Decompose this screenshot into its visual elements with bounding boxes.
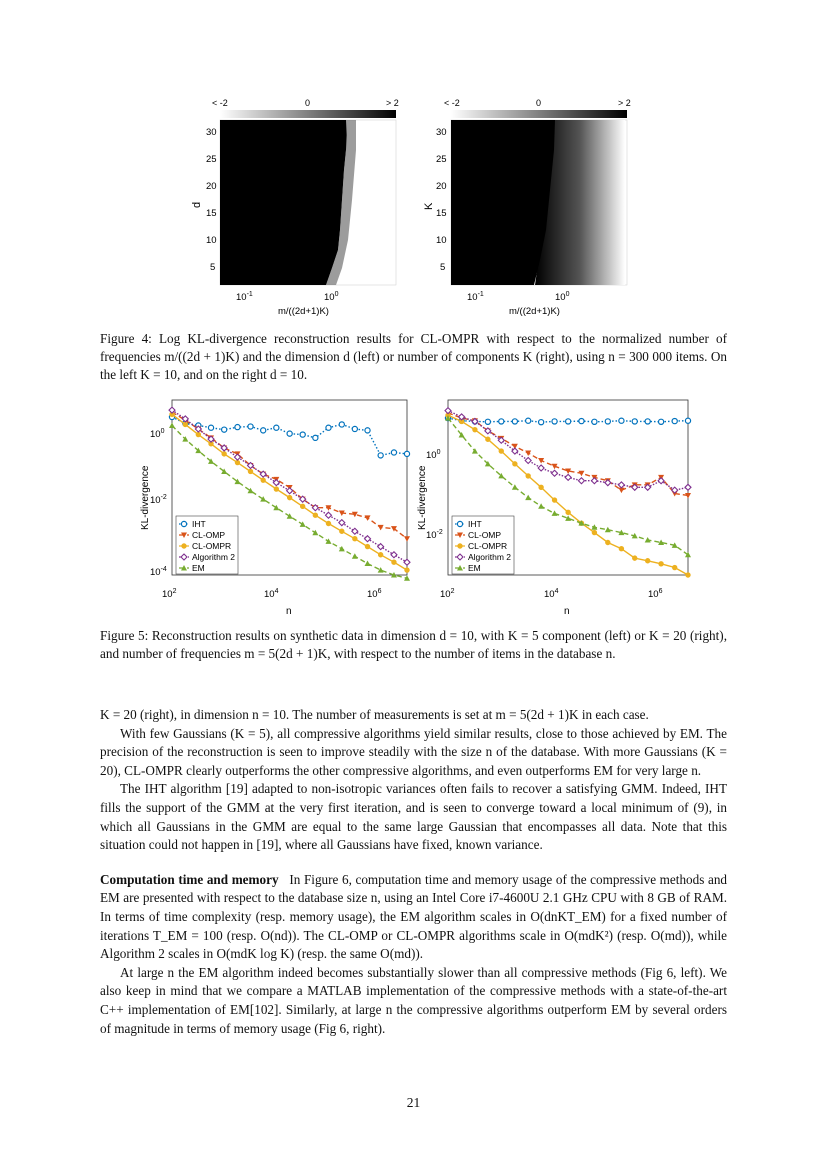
legend-left xyxy=(176,516,238,574)
point-cl-ompr xyxy=(672,565,676,569)
paragraph-4 xyxy=(100,871,727,964)
point-cl-ompr xyxy=(552,498,556,502)
point-cl-ompr xyxy=(486,437,490,441)
legend-marker-cl-ompr xyxy=(458,544,462,548)
ytick-left-3: 15 xyxy=(206,208,217,219)
legend-right xyxy=(452,516,514,574)
xtick-right-1: $10^0$ xyxy=(555,291,570,303)
xtick-plot-left-0: $10^2$ xyxy=(162,588,177,600)
ytick-left-2: 20 xyxy=(206,181,217,192)
point-cl-ompr xyxy=(686,573,690,577)
point-cl-ompr xyxy=(183,422,187,426)
point-iht xyxy=(632,419,637,424)
legend-marker-iht xyxy=(181,521,186,526)
point-cl-ompr xyxy=(274,487,278,491)
point-iht xyxy=(552,419,557,424)
point-iht xyxy=(512,419,517,424)
figure-4-caption: Figure 4: Log KL-divergence reconstruction results for CL-OMPR with respect to the normalized number of frequencies m/((2d + 1)K) and the dimension d (left) or number of components K (right), using n = 300 000 items. On the left K = 10, and on the right d = 10. xyxy=(100,331,727,382)
point-cl-ompr xyxy=(261,478,265,482)
point-iht xyxy=(326,425,331,430)
body-text xyxy=(100,706,727,1038)
axis-ylabel-right: K xyxy=(423,202,435,210)
point-cl-ompr xyxy=(606,540,610,544)
legend-label-algorithm-2: Algorithm 2 xyxy=(468,552,511,562)
legend-label-cl-ompr: CL-OMPR xyxy=(192,541,232,551)
point-iht xyxy=(645,419,650,424)
colorbar-tick-right-low: < -2 xyxy=(444,98,460,108)
point-cl-ompr xyxy=(365,544,369,548)
paragraph-4-text: In Figure 6, computation time and memory usage of the compressive methods and EM are presented with respect to the database size n, using an Intel Core i7-4600U 2.1 GHz CPU with 8 GB of RAM. In terms of time complexity (resp. memory usage), the EM algorithm scales in O(dnKT_EM) for a fixed number of iterations T_EM = 100 (resp. O(nd)). The CL-OMP or CL-OMPR algorithms scale in O(mdK²) (resp. O(md)), while Algorithm 2 scales in O(mdK log K) (resp. the same O(md)). xyxy=(100,871,728,962)
point-cl-ompr xyxy=(248,469,252,473)
legend-label-iht: IHT xyxy=(192,519,206,529)
xtick-plot-left-1: $10^4$ xyxy=(264,588,279,600)
point-iht xyxy=(485,419,490,424)
legend-marker-iht xyxy=(457,521,462,526)
point-iht xyxy=(619,418,624,423)
point-iht xyxy=(605,419,610,424)
point-cl-ompr xyxy=(353,537,357,541)
legend-label-cl-omp: CL-OMP xyxy=(468,530,502,540)
point-iht xyxy=(391,450,396,455)
legend-label-algorithm-2: Algorithm 2 xyxy=(192,552,235,562)
point-iht xyxy=(339,422,344,427)
ytick-right-2: 20 xyxy=(436,181,447,192)
point-cl-ompr xyxy=(222,452,226,456)
point-cl-ompr xyxy=(592,530,596,534)
point-cl-ompr xyxy=(326,521,330,525)
point-cl-ompr xyxy=(499,449,503,453)
point-cl-ompr xyxy=(378,553,382,557)
figure-5-caption: Figure 5: Reconstruction results on synthetic data in dimension d = 10, with K = 5 component (left) or K = 20 (right), and number of frequencies m = 5(2d + 1)K, with respect to the number of items in the database n. xyxy=(100,628,727,661)
heatmap-left xyxy=(191,98,399,317)
point-iht xyxy=(526,418,531,423)
point-iht xyxy=(365,428,370,433)
point-cl-ompr xyxy=(526,474,530,478)
paragraph-5: At large n the EM algorithm indeed becomes substantially slower than all compressive methods (Fig 6, left). We also keep in mind that we compare a MATLAB implementation of the compressive methods with a state-of-the-art C++ implementation of EM[102]. Similarly, at large n the compressive algorithms outperform EM by several orders of magnitude in terms of memory usage (Fig 6, right). xyxy=(100,964,727,1036)
ytick-plot-right-0: $10^0$ xyxy=(426,449,441,461)
point-iht xyxy=(287,431,292,436)
point-iht xyxy=(261,428,266,433)
axis-xlabel-plot-left: n xyxy=(286,606,292,617)
point-cl-ompr xyxy=(633,556,637,560)
point-iht xyxy=(313,435,318,440)
figure-5 xyxy=(130,390,700,620)
point-iht xyxy=(685,418,690,423)
point-cl-ompr xyxy=(287,495,291,499)
axis-ylabel-plot-right: KL-divergence xyxy=(417,465,428,530)
point-cl-ompr xyxy=(659,562,663,566)
paragraph-3: The IHT algorithm [19] adapted to non-isotropic variances often fails to recover a satisfying GMM. Indeed, IHT fills the support of the GMM at the very first iteration, and is seen to converge toward a local minimum of (9), in which all Gaussians in the GMM are equal to the same large Gaussian that encompasses all data. Note that this situation could not happen in [19], where all Gaussians have fixed, known variance. xyxy=(100,781,727,853)
point-iht xyxy=(592,419,597,424)
colorbar-tick-left-high: > 2 xyxy=(386,98,399,108)
ytick-plot-left-1: $10^{-2}$ xyxy=(150,494,167,506)
heatmap-left-black-region xyxy=(220,120,347,285)
xtick-left-0: $10^{-1}$ xyxy=(236,291,253,303)
ytick-left-4: 10 xyxy=(206,235,217,246)
colorbar-tick-left-low: < -2 xyxy=(212,98,228,108)
point-iht xyxy=(404,451,409,456)
xtick-plot-right-1: $10^4$ xyxy=(544,588,559,600)
point-iht xyxy=(539,420,544,425)
point-cl-ompr xyxy=(300,504,304,508)
colorbar-left xyxy=(220,110,396,118)
point-iht xyxy=(378,453,383,458)
point-iht xyxy=(352,426,357,431)
axis-xlabel-plot-right: n xyxy=(564,606,570,617)
point-iht xyxy=(248,424,253,429)
colorbar-tick-right-mid: 0 xyxy=(536,98,542,108)
point-cl-ompr xyxy=(539,485,543,489)
legend-label-cl-ompr: CL-OMPR xyxy=(468,541,508,551)
point-cl-ompr xyxy=(473,427,477,431)
plot-right xyxy=(417,400,691,617)
point-iht xyxy=(274,425,279,430)
legend-label-cl-omp: CL-OMP xyxy=(192,530,226,540)
heatmap-right xyxy=(423,98,631,317)
ytick-left-0: 30 xyxy=(206,127,217,138)
heatmap-right-black-region xyxy=(451,120,555,285)
point-cl-ompr xyxy=(235,460,239,464)
plot-left xyxy=(140,400,410,617)
point-cl-ompr xyxy=(196,432,200,436)
axis-xlabel-left: m/((2d+1)K) xyxy=(278,306,329,317)
legend-label-em: EM xyxy=(468,563,481,573)
xtick-plot-right-0: $10^2$ xyxy=(440,588,455,600)
axis-ylabel-plot-left: KL-divergence xyxy=(140,465,151,530)
colorbar-right xyxy=(451,110,627,118)
legend-label-em: EM xyxy=(192,563,205,573)
ytick-right-5: 5 xyxy=(440,262,446,273)
axis-ylabel-left: d xyxy=(191,201,203,208)
section-heading: Computation time and memory xyxy=(100,871,279,887)
colorbar-tick-right-high: > 2 xyxy=(618,98,631,108)
ytick-right-3: 15 xyxy=(436,208,447,219)
xtick-plot-left-2: $10^6$ xyxy=(367,588,382,600)
point-cl-ompr xyxy=(392,560,396,564)
axis-xlabel-right: m/((2d+1)K) xyxy=(509,306,560,317)
point-iht xyxy=(499,419,504,424)
page-number: 21 xyxy=(406,1095,421,1110)
point-iht xyxy=(208,425,213,430)
legend-marker-cl-ompr xyxy=(182,544,186,548)
point-cl-ompr xyxy=(313,513,317,517)
point-cl-ompr xyxy=(340,529,344,533)
point-iht xyxy=(222,427,227,432)
point-iht xyxy=(658,419,663,424)
xtick-right-0: $10^{-1}$ xyxy=(467,291,484,303)
ytick-right-0: 30 xyxy=(436,127,447,138)
point-iht xyxy=(579,418,584,423)
point-cl-ompr xyxy=(513,462,517,466)
paragraph-1: K = 20 (right), in dimension n = 10. The number of measurements is set at m = 5(2d + 1)K in each case. xyxy=(100,707,649,722)
paragraph-2: With few Gaussians (K = 5), all compressive algorithms yield similar results, close to those achieved by EM. The precision of the reconstruction is seen to improve steadily with the size n of the database. With more Gaussians (K = 20), CL-OMPR clearly outperforms the other compressive algorithms, and even outperforms EM for very large n. xyxy=(100,725,727,778)
xtick-left-1: $10^0$ xyxy=(324,291,339,303)
point-cl-ompr xyxy=(619,547,623,551)
ytick-right-1: 25 xyxy=(436,154,447,165)
point-cl-ompr xyxy=(405,568,409,572)
point-cl-ompr xyxy=(566,510,570,514)
ytick-right-4: 10 xyxy=(436,235,447,246)
point-iht xyxy=(566,419,571,424)
ytick-plot-left-2: $10^{-4}$ xyxy=(150,566,167,578)
ytick-left-1: 25 xyxy=(206,154,217,165)
point-cl-ompr xyxy=(645,559,649,563)
ytick-plot-left-0: $10^0$ xyxy=(150,428,165,440)
point-iht xyxy=(672,418,677,423)
xtick-plot-right-2: $10^6$ xyxy=(648,588,663,600)
figure-4 xyxy=(150,90,670,320)
legend-label-iht: IHT xyxy=(468,519,482,529)
ytick-left-5: 5 xyxy=(210,262,216,273)
point-iht xyxy=(235,425,240,430)
colorbar-tick-left-mid: 0 xyxy=(305,98,311,108)
ytick-plot-right-1: $10^{-2}$ xyxy=(426,529,443,541)
point-iht xyxy=(300,432,305,437)
